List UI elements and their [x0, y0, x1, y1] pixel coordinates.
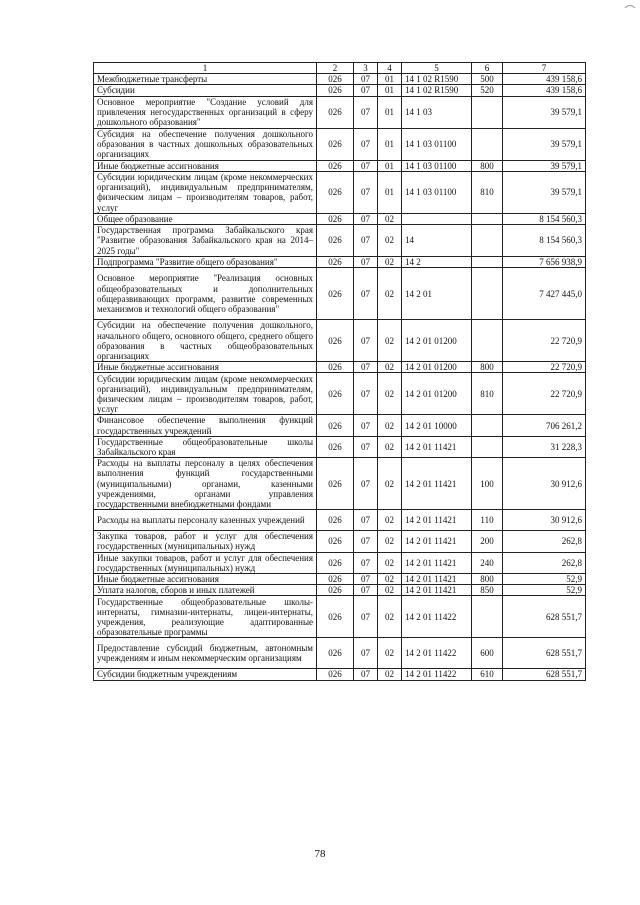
ved-code-cell: 026 — [317, 574, 354, 585]
table-row — [94, 531, 586, 552]
ved-code-cell: 026 — [317, 160, 354, 171]
section-code-cell: 07 — [354, 669, 378, 680]
expense-type-cell: 800 — [472, 574, 503, 585]
subsection-code-cell: 01 — [378, 160, 402, 171]
row-name-cell: Субсидии на обеспечение получения дошкольного, начального общего, основного общего, среднего общего образования в частных общеобразовательных организациях — [94, 320, 317, 362]
row-name-cell: Расходы на выплаты персоналу казенных учреждений — [94, 510, 317, 531]
target-article-cell: 14 2 01 01200 — [402, 320, 472, 362]
target-article-cell: 14 — [402, 225, 472, 257]
subsection-code-cell: 02 — [378, 574, 402, 585]
subsection-code-cell: 02 — [378, 373, 402, 415]
section-code-cell: 07 — [354, 638, 378, 669]
target-article-cell: 14 2 01 11421 — [402, 552, 472, 573]
amount-cell: 8 154 560,3 — [503, 225, 586, 257]
row-name-cell: Иные закупки товаров, работ и услуг для обеспечения государственных (муниципальных) нужд — [94, 552, 317, 573]
row-name-cell: Государственная программа Забайкальского края "Развитие образования Забайкальского края на 2014–2025 годы" — [94, 225, 317, 257]
row-name-cell: Государственные общеобразовательные школы Забайкальского края — [94, 436, 317, 457]
table-body — [94, 74, 586, 680]
section-code-cell: 07 — [354, 510, 378, 531]
target-article-cell: 14 2 01 11421 — [402, 585, 472, 596]
table-row — [94, 213, 586, 224]
expense-type-cell: 100 — [472, 458, 503, 510]
amount-cell: 628 551,7 — [503, 596, 586, 638]
section-code-cell: 07 — [354, 585, 378, 596]
expense-type-cell — [472, 128, 503, 160]
subsection-code-cell: 02 — [378, 669, 402, 680]
table-header-row — [94, 63, 586, 74]
row-name-cell: Иные бюджетные ассигнования — [94, 574, 317, 585]
target-article-cell: 14 1 03 01100 — [402, 160, 472, 171]
amount-cell: 439 158,6 — [503, 74, 586, 85]
section-code-cell: 07 — [354, 552, 378, 573]
target-article-cell: 14 2 01 01200 — [402, 362, 472, 373]
subsection-code-cell: 01 — [378, 74, 402, 85]
subsection-code-cell: 02 — [378, 596, 402, 638]
section-code-cell: 07 — [354, 320, 378, 362]
header-cell: 3 — [354, 63, 378, 74]
expense-type-cell: 600 — [472, 638, 503, 669]
amount-cell: 52,9 — [503, 585, 586, 596]
ved-code-cell: 026 — [317, 531, 354, 552]
section-code-cell: 07 — [354, 213, 378, 224]
header-cell: 4 — [378, 63, 402, 74]
header-cell: 1 — [94, 63, 317, 74]
amount-cell: 7 427 445,0 — [503, 268, 586, 320]
row-name-cell: Субсидия на обеспечение получения дошкольного образования в частных дошкольных образовательных организациях — [94, 128, 317, 160]
expense-type-cell — [472, 268, 503, 320]
row-name-cell: Иные бюджетные ассигнования — [94, 160, 317, 171]
row-name-cell: Основное мероприятие "Реализация основных общеобразовательных и дополнительных общеразвивающих программ, развитие современных механизмов и технологий общего образования" — [94, 268, 317, 320]
header-cell: 2 — [317, 63, 354, 74]
section-code-cell: 07 — [354, 160, 378, 171]
ved-code-cell: 026 — [317, 128, 354, 160]
target-article-cell: 14 2 01 11421 — [402, 458, 472, 510]
target-article-cell: 14 2 — [402, 257, 472, 268]
expense-type-cell — [472, 257, 503, 268]
ved-code-cell: 026 — [317, 320, 354, 362]
section-code-cell: 07 — [354, 596, 378, 638]
target-article-cell: 14 1 03 01100 — [402, 171, 472, 213]
target-article-cell: 14 2 01 11421 — [402, 574, 472, 585]
ved-code-cell: 026 — [317, 74, 354, 85]
amount-cell: 30 912,6 — [503, 510, 586, 531]
ved-code-cell: 026 — [317, 268, 354, 320]
subsection-code-cell: 02 — [378, 585, 402, 596]
header-cell: 7 — [503, 63, 586, 74]
ved-code-cell: 026 — [317, 213, 354, 224]
table-row — [94, 585, 586, 596]
amount-cell: 39 579,1 — [503, 171, 586, 213]
row-name-cell: Межбюджетные трансферты — [94, 74, 317, 85]
amount-cell: 30 912,6 — [503, 458, 586, 510]
amount-cell: 39 579,1 — [503, 96, 586, 128]
subsection-code-cell: 02 — [378, 415, 402, 436]
ved-code-cell: 026 — [317, 373, 354, 415]
subsection-code-cell: 02 — [378, 436, 402, 457]
expense-type-cell: 240 — [472, 552, 503, 573]
section-code-cell: 07 — [354, 362, 378, 373]
table-row — [94, 415, 586, 436]
expense-type-cell — [472, 436, 503, 457]
row-name-cell: Основное мероприятие "Создание условий для привлечения негосударственных организаций в сферу дошкольного образования" — [94, 96, 317, 128]
section-code-cell: 07 — [354, 74, 378, 85]
subsection-code-cell: 02 — [378, 320, 402, 362]
expense-type-cell: 800 — [472, 160, 503, 171]
table-row — [94, 160, 586, 171]
subsection-code-cell: 01 — [378, 85, 402, 96]
table-row — [94, 373, 586, 415]
table-row — [94, 552, 586, 573]
section-code-cell: 07 — [354, 85, 378, 96]
amount-cell: 22 720,9 — [503, 320, 586, 362]
target-article-cell: 14 2 01 11422 — [402, 669, 472, 680]
row-name-cell: Подпрограмма "Развитие общего образования" — [94, 257, 317, 268]
amount-cell: 31 228,3 — [503, 436, 586, 457]
amount-cell: 628 551,7 — [503, 638, 586, 669]
subsection-code-cell: 02 — [378, 638, 402, 669]
table-row — [94, 669, 586, 680]
expense-type-cell — [472, 596, 503, 638]
target-article-cell: 14 2 01 — [402, 268, 472, 320]
subsection-code-cell: 02 — [378, 362, 402, 373]
ved-code-cell: 026 — [317, 257, 354, 268]
target-article-cell: 14 1 02 R1590 — [402, 85, 472, 96]
target-article-cell: 14 2 01 11422 — [402, 638, 472, 669]
table-row — [94, 96, 586, 128]
subsection-code-cell: 01 — [378, 128, 402, 160]
row-name-cell: Уплата налогов, сборов и иных платежей — [94, 585, 317, 596]
target-article-cell: 14 2 01 11421 — [402, 531, 472, 552]
ved-code-cell: 026 — [317, 596, 354, 638]
expense-type-cell — [472, 320, 503, 362]
ved-code-cell: 026 — [317, 85, 354, 96]
section-code-cell: 07 — [354, 171, 378, 213]
expense-type-cell: 800 — [472, 362, 503, 373]
row-name-cell: Субсидии бюджетным учреждениям — [94, 669, 317, 680]
subsection-code-cell: 02 — [378, 552, 402, 573]
subsection-code-cell: 02 — [378, 458, 402, 510]
expense-type-cell: 200 — [472, 531, 503, 552]
section-code-cell: 07 — [354, 96, 378, 128]
target-article-cell: 14 1 03 01100 — [402, 128, 472, 160]
table-row — [94, 510, 586, 531]
table-row — [94, 362, 586, 373]
section-code-cell: 07 — [354, 225, 378, 257]
table-row — [94, 171, 586, 213]
ved-code-cell: 026 — [317, 362, 354, 373]
subsection-code-cell: 01 — [378, 96, 402, 128]
table-row — [94, 85, 586, 96]
row-name-cell: Субсидии юридическим лицам (кроме некоммерческих организаций), индивидуальным предпринимателям, физическим лицам – производителям товаров, работ, услуг — [94, 373, 317, 415]
table-row — [94, 638, 586, 669]
subsection-code-cell: 02 — [378, 257, 402, 268]
ved-code-cell: 026 — [317, 96, 354, 128]
ved-code-cell: 026 — [317, 458, 354, 510]
target-article-cell: 14 1 02 R1590 — [402, 74, 472, 85]
row-name-cell: Общее образование — [94, 213, 317, 224]
table-row — [94, 268, 586, 320]
table-row — [94, 257, 586, 268]
row-name-cell: Субсидии — [94, 85, 317, 96]
amount-cell: 22 720,9 — [503, 362, 586, 373]
target-article-cell: 14 2 01 11421 — [402, 510, 472, 531]
subsection-code-cell: 02 — [378, 225, 402, 257]
amount-cell: 7 656 938,9 — [503, 257, 586, 268]
target-article-cell: 14 2 01 10000 — [402, 415, 472, 436]
table-row — [94, 436, 586, 457]
ved-code-cell: 026 — [317, 552, 354, 573]
section-code-cell: 07 — [354, 373, 378, 415]
table-row — [94, 128, 586, 160]
ved-code-cell: 026 — [317, 225, 354, 257]
header-cell: 6 — [472, 63, 503, 74]
table-row — [94, 574, 586, 585]
section-code-cell: 07 — [354, 458, 378, 510]
row-name-cell: Предоставление субсидий бюджетным, автономным учреждениям и иным некоммерческим организациям — [94, 638, 317, 669]
corner-mark-icon — [624, 2, 636, 10]
expense-type-cell: 610 — [472, 669, 503, 680]
target-article-cell: 14 2 01 11422 — [402, 596, 472, 638]
row-name-cell: Субсидии юридическим лицам (кроме некоммерческих организаций), индивидуальным предпринимателям, физическим лицам – производителям товаров, работ, услуг — [94, 171, 317, 213]
subsection-code-cell: 02 — [378, 268, 402, 320]
row-name-cell: Государственные общеобразовательные школы-интернаты, гимназии-интернаты, лицеи-интернаты, учреждения, реализующие адаптированные образовательные программы — [94, 596, 317, 638]
header-cell: 5 — [402, 63, 472, 74]
expense-type-cell: 810 — [472, 373, 503, 415]
expense-type-cell: 520 — [472, 85, 503, 96]
target-article-cell: 14 2 01 11421 — [402, 436, 472, 457]
table-row — [94, 74, 586, 85]
table-row — [94, 225, 586, 257]
amount-cell: 262,8 — [503, 552, 586, 573]
row-name-cell: Иные бюджетные ассигнования — [94, 362, 317, 373]
expense-type-cell — [472, 213, 503, 224]
amount-cell: 39 579,1 — [503, 160, 586, 171]
row-name-cell: Расходы на выплаты персоналу в целях обеспечения выполнения функций государственными (муниципальными) органами, казенными учреждениями, органами управления государственными внебюджетными фондами — [94, 458, 317, 510]
amount-cell: 8 154 560,3 — [503, 213, 586, 224]
expense-type-cell: 110 — [472, 510, 503, 531]
section-code-cell: 07 — [354, 257, 378, 268]
target-article-cell — [402, 213, 472, 224]
budget-table — [93, 62, 586, 681]
ved-code-cell: 026 — [317, 436, 354, 457]
section-code-cell: 07 — [354, 268, 378, 320]
page-number: 78 — [314, 848, 326, 860]
expense-type-cell: 850 — [472, 585, 503, 596]
amount-cell: 628 551,7 — [503, 669, 586, 680]
expense-type-cell: 810 — [472, 171, 503, 213]
table-row — [94, 320, 586, 362]
table-row — [94, 458, 586, 510]
expense-type-cell: 500 — [472, 74, 503, 85]
section-code-cell: 07 — [354, 415, 378, 436]
subsection-code-cell: 01 — [378, 171, 402, 213]
row-name-cell: Закупка товаров, работ и услуг для обеспечения государственных (муниципальных) нужд — [94, 531, 317, 552]
expense-type-cell — [472, 96, 503, 128]
table-row — [94, 596, 586, 638]
amount-cell: 706 261,2 — [503, 415, 586, 436]
expense-type-cell — [472, 415, 503, 436]
amount-cell: 262,8 — [503, 531, 586, 552]
section-code-cell: 07 — [354, 574, 378, 585]
subsection-code-cell: 02 — [378, 531, 402, 552]
section-code-cell: 07 — [354, 128, 378, 160]
ved-code-cell: 026 — [317, 171, 354, 213]
subsection-code-cell: 02 — [378, 510, 402, 531]
row-name-cell: Финансовое обеспечение выполнения функций государственных учреждений — [94, 415, 317, 436]
ved-code-cell: 026 — [317, 415, 354, 436]
amount-cell: 439 158,6 — [503, 85, 586, 96]
amount-cell: 52,9 — [503, 574, 586, 585]
subsection-code-cell: 02 — [378, 213, 402, 224]
target-article-cell: 14 2 01 01200 — [402, 373, 472, 415]
ved-code-cell: 026 — [317, 585, 354, 596]
amount-cell: 39 579,1 — [503, 128, 586, 160]
expense-type-cell — [472, 225, 503, 257]
section-code-cell: 07 — [354, 531, 378, 552]
ved-code-cell: 026 — [317, 510, 354, 531]
ved-code-cell: 026 — [317, 669, 354, 680]
amount-cell: 22 720,9 — [503, 373, 586, 415]
target-article-cell: 14 1 03 — [402, 96, 472, 128]
ved-code-cell: 026 — [317, 638, 354, 669]
section-code-cell: 07 — [354, 436, 378, 457]
